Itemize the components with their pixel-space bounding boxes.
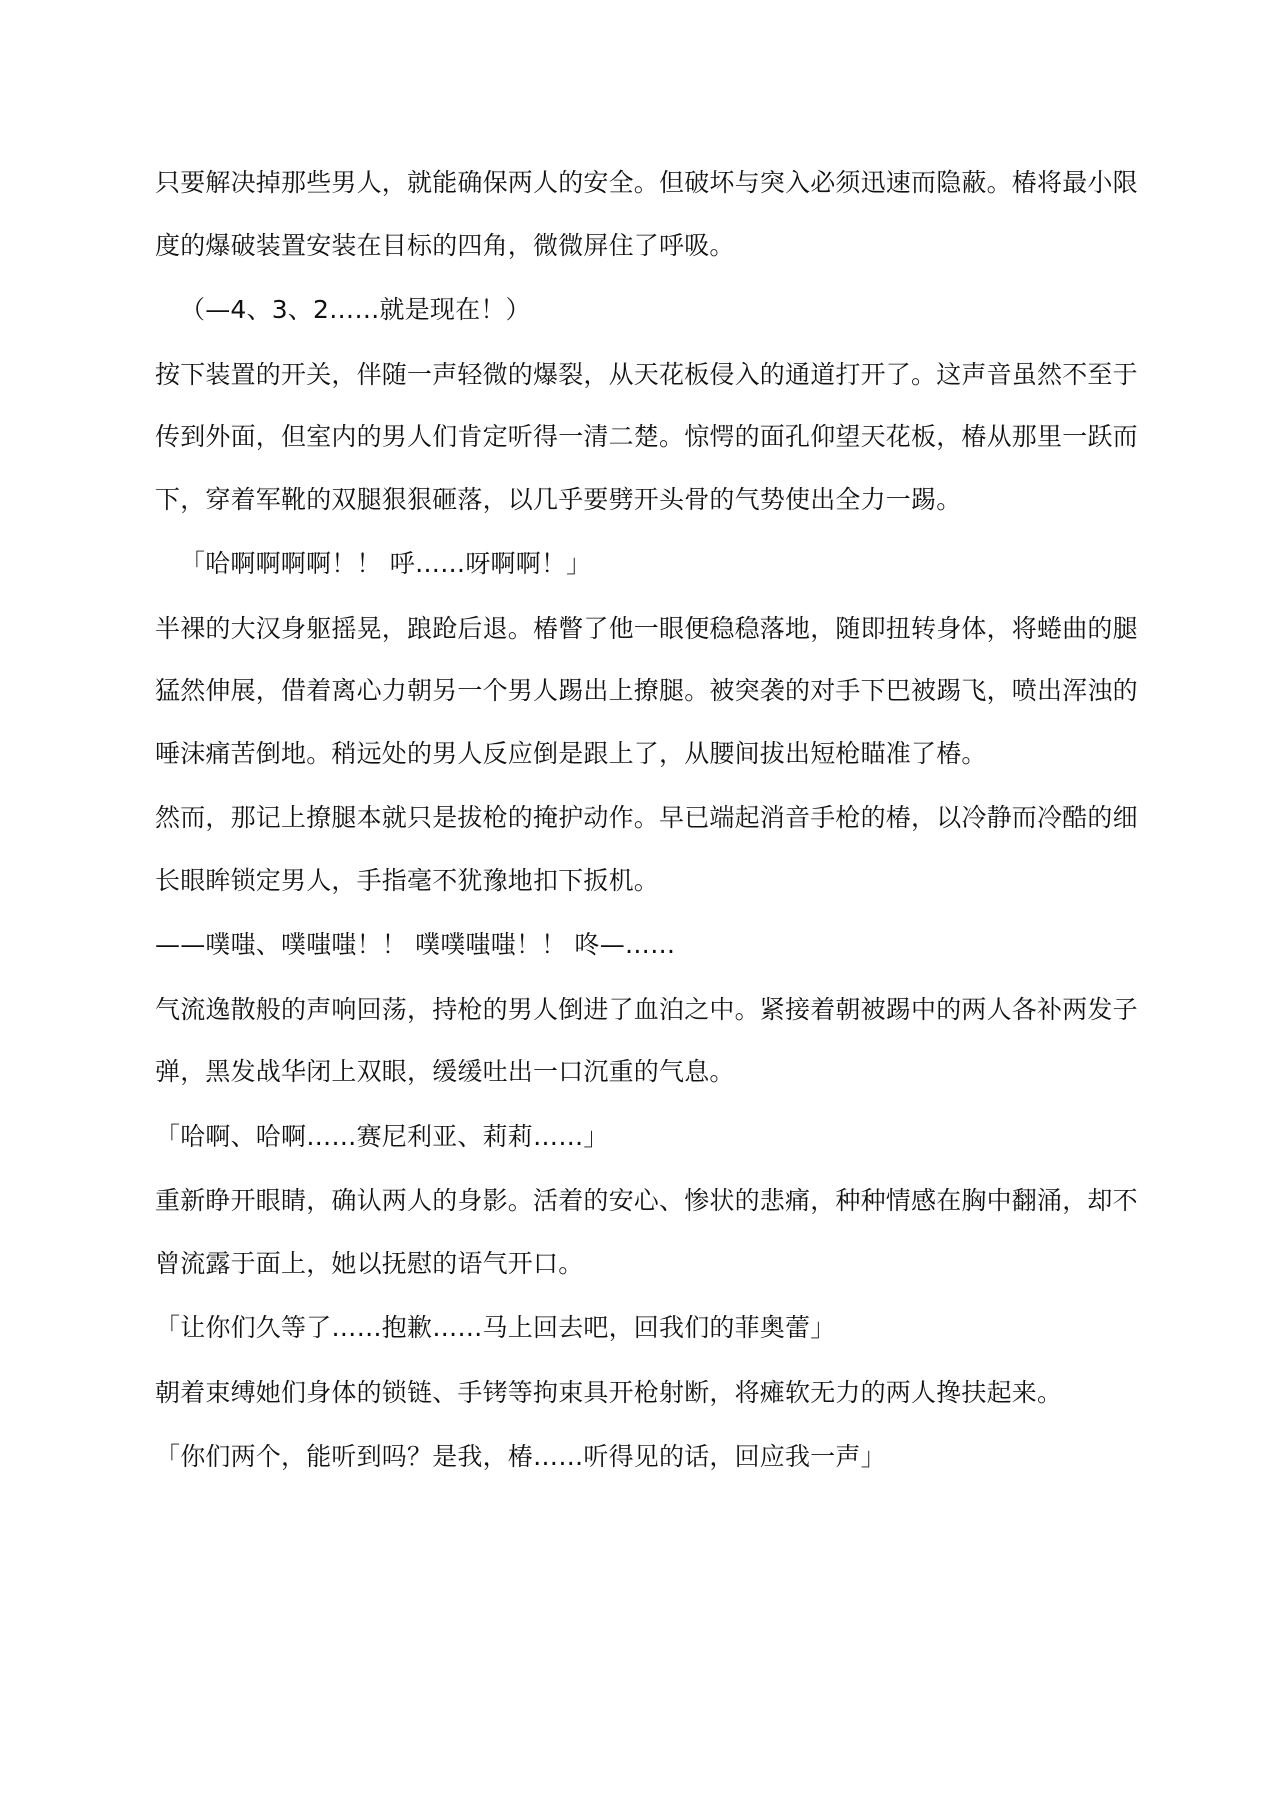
- paragraph-8: 气流逸散般的声响回荡，持枪的男人倒进了血泊之中。紧接着朝被踢中的两人各补两发子弹，黑发战华闭上双眼，缓缓吐出一口沉重的气息。: [155, 994, 1138, 1086]
- paragraph-12: 朝着束缚她们身体的锁链、手铐等拘束具开枪射断，将瘫软无力的两人搀扶起来。: [155, 1377, 1063, 1407]
- paragraph-5: 半裸的大汉身躯摇晃，踉跄后退。椿瞥了他一眼便稳稳落地，随即扭转身体，将蜷曲的腿猛然伸展，借着离心力朝另一个男人踢出上撩腿。被突袭的对手下巴被踢飞，喷出浑浊的唾沫痛苦倒地。稍远处的男人反应倒是跟上了，从腰间拔出短枪瞄准了椿。: [155, 613, 1138, 768]
- paragraph-6: 然而，那记上撩腿本就只是拔枪的掩护动作。早已端起消音手枪的椿，以冷静而冷酷的细长眼眸锁定男人，手指毫不犹豫地扣下扳机。: [155, 803, 1138, 895]
- paragraph-2: （—4、3、2……就是现在！）: [180, 295, 531, 324]
- paragraph-13: 「你们两个，能听到吗？是我，椿……听得见的话，回应我一声」: [155, 1442, 886, 1471]
- paragraph-9: 「哈啊、哈啊……赛尼利亚、莉莉……」: [155, 1121, 609, 1151]
- paragraph-3: 按下装置的开关，伴随一声轻微的爆裂，从天花板侵入的通道打开了。这声音虽然不至于传到外面，但室内的男人们肯定听得一清二楚。惊愕的面孔仰望天花板，椿从那里一跃而下，穿着军靴的双腿狠狠砸落，以几乎要劈开头骨的气势使出全力一踢。: [155, 359, 1138, 514]
- paragraph-11: 「让你们久等了……抱歉……马上回去吧，回我们的菲奥蕾」: [155, 1313, 836, 1342]
- paragraph-4: 「哈啊啊啊啊！！ 呼……呀啊啊！」: [180, 549, 592, 578]
- body-text: [155, 152, 1155, 1491]
- paragraph-10: 重新睁开眼睛，确认两人的身影。活着的安心、惨状的悲痛，种种情感在胸中翻涌，却不曾流露于面上，她以抚慰的语气开口。: [155, 1186, 1138, 1278]
- paragraph-7: ——噗嗤、噗嗤嗤！！ 噗噗嗤嗤！！ 咚—……: [155, 930, 676, 959]
- paragraph-1: 只要解决掉那些男人，就能确保两人的安全。但破坏与突入必须迅速而隐蔽。椿将最小限度的爆破装置安装在目标的四角，微微屏住了呼吸。: [155, 168, 1138, 260]
